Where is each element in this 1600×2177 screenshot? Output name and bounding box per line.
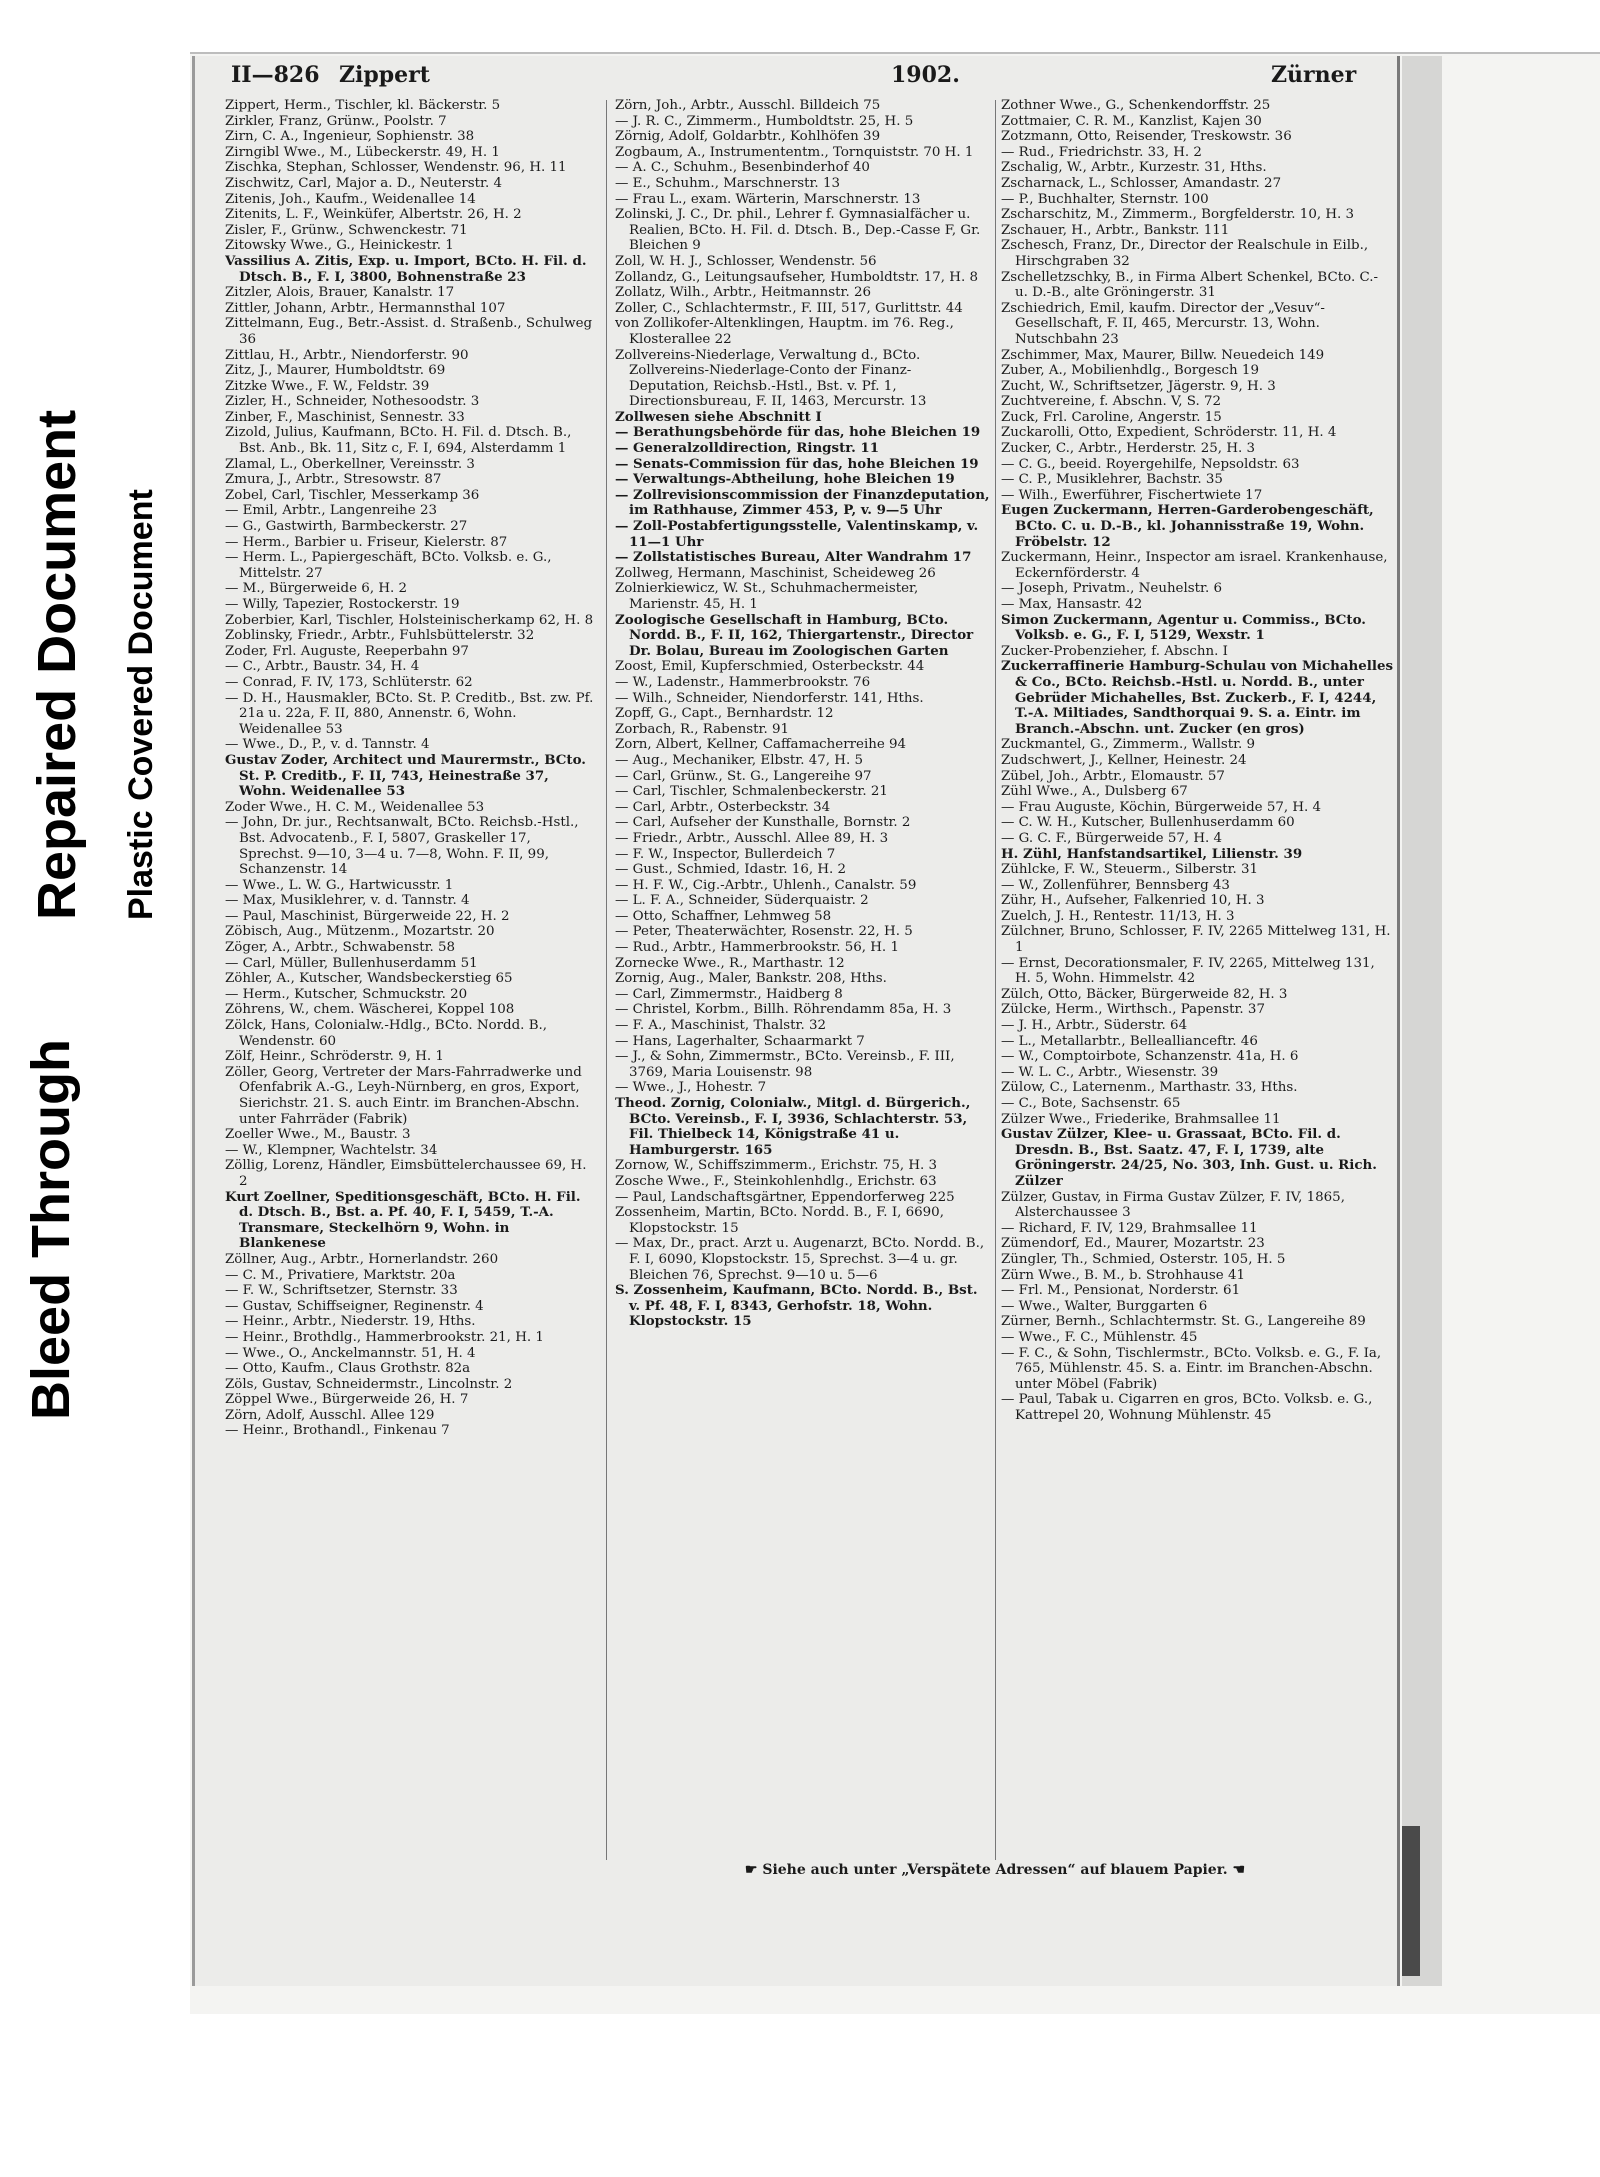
directory-entry: Zoberbier, Karl, Tischler, Holsteinischerkamp 62, H. 8 bbox=[225, 612, 594, 628]
directory-entry: — Generalzolldirection, Ringstr. 11 bbox=[615, 440, 880, 457]
directory-entry: — C. M., Privatiere, Marktstr. 20a bbox=[225, 1267, 456, 1283]
directory-entry: Zörn, Adolf, Ausschl. Allee 129 bbox=[225, 1407, 435, 1423]
directory-entry: — Zollstatistisches Bureau, Alter Wandrahm 17 bbox=[615, 549, 972, 566]
directory-entry: Zitz, J., Maurer, Humboldtstr. 69 bbox=[225, 363, 446, 379]
directory-entry: — Richard, F. IV, 129, Brahmsallee 11 bbox=[1001, 1220, 1258, 1236]
directory-entry: Zörnig, Adolf, Goldarbtr., Kohlhöfen 39 bbox=[615, 129, 881, 145]
directory-entry: — F. A., Maschinist, Thalstr. 32 bbox=[615, 1018, 827, 1034]
directory-entry: Zollandz, G., Leitungsaufseher, Humboldtstr. 17, H. 8 bbox=[615, 269, 979, 285]
directory-entry: — L. F. A., Schneider, Süderquaistr. 2 bbox=[615, 893, 869, 909]
directory-entry: — Gustav, Schiffseigner, Reginenstr. 4 bbox=[225, 1298, 484, 1314]
directory-entry: Zottmaier, C. R. M., Kanzlist, Kajen 30 bbox=[1001, 113, 1262, 129]
directory-entry: Zuck, Frl. Caroline, Angerstr. 15 bbox=[1001, 409, 1222, 425]
directory-entry: — Carl, Müller, Bullenhuserdamm 51 bbox=[225, 955, 478, 971]
header-year: 1902. bbox=[891, 62, 960, 88]
directory-entry: Simon Zuckermann, Agentur u. Commiss., BCto. Volksb. e. G., F. I, 5129, Wexstr. 1 bbox=[1001, 611, 1366, 644]
directory-entry: Zuckmantel, G., Zimmerm., Wallstr. 9 bbox=[1001, 737, 1256, 753]
directory-entry: — Frau L., exam. Wärterin, Marschnerstr. 13 bbox=[615, 191, 921, 207]
directory-entry: Zlamal, L., Oberkellner, Vereinsstr. 3 bbox=[225, 456, 475, 472]
side-label-panel bbox=[0, 0, 190, 2177]
directory-entry: — Ernst, Decorationsmaler, F. IV, 2265, Mittelweg 131, H. 5, Wohn. Himmelstr. 42 bbox=[1001, 955, 1375, 987]
directory-entry: Zoblinsky, Friedr., Arbtr., Fuhlsbüttelerstr. 32 bbox=[225, 628, 535, 644]
directory-entry: Zollatz, Wilh., Arbtr., Heitmannstr. 26 bbox=[615, 285, 872, 301]
directory-entry: — Herm., Kutscher, Schmuckstr. 20 bbox=[225, 986, 468, 1002]
directory-entry: Zöller, Georg, Vertreter der Mars-Fahrradwerke und Ofenfabrik A.-G., Leyh-Nürnberg, en gros, Export, Sierichstr. 21. S. auch Eintr. im Branchen-Abschn. unter Fahrräder (Fabrik) bbox=[225, 1064, 582, 1127]
directory-entry: — C. P., Musiklehrer, Bachstr. 35 bbox=[1001, 472, 1223, 488]
label-bleed-through: Bleed Through bbox=[21, 1039, 81, 1420]
directory-entry: Zuelch, J. H., Rentestr. 11/13, H. 3 bbox=[1001, 908, 1235, 924]
directory-entry: — Wwe., D., P., v. d. Tannstr. 4 bbox=[225, 737, 430, 753]
directory-entry: Zudschwert, J., Kellner, Heinestr. 24 bbox=[1001, 752, 1247, 768]
directory-entry: — Heinr., Brothandl., Finkenau 7 bbox=[225, 1423, 450, 1439]
directory-entry: Zschauer, H., Arbtr., Bankstr. 111 bbox=[1001, 222, 1230, 238]
directory-entry: Zittelmann, Eug., Betr.-Assist. d. Straßenb., Schulweg 36 bbox=[225, 316, 593, 347]
directory-entry: Kurt Zoellner, Speditionsgeschäft, BCto. H. Fil. d. Dtsch. B., Bst. a. Pf. 40, F. I, 5459, T.-A. Transmare, Steckelhörn 9, Wohn. in Blankenese bbox=[225, 1188, 581, 1252]
directory-entry: Zopff, G., Capt., Bernhardstr. 12 bbox=[615, 706, 834, 722]
directory-entry: — W., Klempner, Wachtelstr. 34 bbox=[225, 1142, 438, 1158]
directory-entry: Zolinski, J. C., Dr. phil., Lehrer f. Gymnasialfächer u. Realien, BCto. H. Fil. d. Dtsch. B., Dep.-Casse F, Gr. Bleichen 9 bbox=[615, 207, 981, 254]
directory-entry: Zischwitz, Carl, Major a. D., Neuterstr. 4 bbox=[225, 175, 502, 191]
directory-entry: — J. R. C., Zimmerm., Humboldtstr. 25, H. 5 bbox=[615, 113, 914, 129]
directory-entry: — Willy, Tapezier, Rostockerstr. 19 bbox=[225, 597, 460, 612]
directory-entry: Gustav Zoder, Architect und Maurermstr., BCto. St. P. Creditb., F. II, 743, Heinestraße 37, Wohn. Weidenallee 53 bbox=[225, 751, 586, 800]
directory-entry: Zittlau, H., Arbtr., Niendorferstr. 90 bbox=[225, 347, 469, 363]
directory-entry: Zoller, C., Schlachtermstr., F. III, 517, Gurlittstr. 44 bbox=[615, 300, 963, 316]
directory-entry: Zülzer, Gustav, in Firma Gustav Zülzer, F. IV, 1865, Alsterchaussee 3 bbox=[1001, 1189, 1345, 1221]
directory-entry: Zülzer Wwe., Friederike, Brahmsallee 11 bbox=[1001, 1111, 1281, 1127]
directory-entry: Eugen Zuckermann, Herren-Garderobengeschäft, BCto. C. u. D.-B., kl. Johannisstraße 19, Wohn. Fröbelstr. 12 bbox=[1001, 502, 1374, 550]
directory-entry: — John, Dr. jur., Rechtsanwalt, BCto. Reichsb.-Hstl., Bst. Advocatenb., F. I, 5807, Graskeller 17, Sprechst. 9—10, 3—4 u. 7—8, Wohn. F. II, 99, Schanzenstr. 14 bbox=[225, 815, 579, 878]
directory-entry: Zürner, Bernh., Schlachtermstr. St. G., Langereihe 89 bbox=[1001, 1314, 1366, 1330]
directory-entry: Zischka, Stephan, Schlosser, Wendenstr. 96, H. 11 bbox=[225, 160, 567, 176]
directory-entry: Zschesch, Franz, Dr., Director der Realschule in Eilb., Hirschgraben 32 bbox=[1001, 238, 1369, 269]
directory-entry: — Senats-Commission für das, hohe Bleichen 19 bbox=[615, 455, 979, 472]
directory-entry: — Verwaltungs-Abtheilung, hohe Bleichen 19 bbox=[615, 471, 955, 488]
directory-entry: — Wilh., Ewerführer, Fischertwiete 17 bbox=[1001, 487, 1263, 503]
directory-entry: Zühlcke, F. W., Steuerm., Silberstr. 31 bbox=[1001, 862, 1259, 878]
column-1 bbox=[225, 98, 597, 1898]
directory-entry: Zöllner, Aug., Arbtr., Hornerlandstr. 260 bbox=[225, 1251, 499, 1267]
directory-entry: — Max, Musiklehrer, v. d. Tannstr. 4 bbox=[225, 893, 470, 909]
directory-entry: — C., Bote, Sachsenstr. 65 bbox=[1001, 1096, 1181, 1111]
directory-entry: — Heinr., Arbtr., Niederstr. 19, Hths. bbox=[225, 1314, 476, 1330]
directory-entry: — Wwe., Walter, Burggarten 6 bbox=[1001, 1298, 1208, 1314]
directory-entry: Zuckarolli, Otto, Expedient, Schröderstr. 11, H. 4 bbox=[1001, 425, 1337, 441]
directory-entry: — G. C. F., Bürgerweide 57, H. 4 bbox=[1001, 830, 1223, 846]
directory-entry: Zöhler, A., Kutscher, Wandsbeckerstieg 65 bbox=[225, 971, 513, 987]
directory-entry: — Hans, Lagerhalter, Schaarmarkt 7 bbox=[615, 1033, 865, 1049]
directory-entry: — Peter, Theaterwächter, Rosenstr. 22, H. 5 bbox=[615, 924, 913, 940]
directory-entry: — Emil, Arbtr., Langenreihe 23 bbox=[225, 503, 437, 519]
directory-entry: Zoder, Frl. Auguste, Reeperbahn 97 bbox=[225, 643, 469, 659]
directory-entry: Zogbaum, A., Instrumententm., Tornquiststr. 70 H. 1 bbox=[615, 144, 974, 160]
page-edge-shadow bbox=[1402, 1826, 1420, 1976]
directory-entry: Zittler, Johann, Arbtr., Hermannsthal 107 bbox=[225, 300, 506, 316]
directory-entry: — Otto, Schaffner, Lehmweg 58 bbox=[615, 908, 832, 924]
directory-entry: Zollvereins-Niederlage, Verwaltung d., BCto. Zollvereins-Niederlage-Conto der Finanz-Deputation, Reichsb.-Hstl., Bst. v. Pf. 1, Directionsbureau, F. II, 1463, Mercurstr. 13 bbox=[615, 347, 927, 410]
directory-entry: — Max, Hansastr. 42 bbox=[1001, 597, 1143, 612]
directory-entry: — Joseph, Privatm., Neuhelstr. 6 bbox=[1001, 581, 1222, 597]
directory-entry: — Friedr., Arbtr., Ausschl. Allee 89, H. 3 bbox=[615, 830, 889, 846]
column-3 bbox=[1001, 98, 1393, 1898]
directory-entry: — Wilh., Schneider, Niendorferstr. 141, Hths. bbox=[615, 690, 924, 706]
directory-entry: Zoder Wwe., H. C. M., Weidenallee 53 bbox=[225, 799, 485, 815]
directory-entry: — Aug., Mechaniker, Elbstr. 47, H. 5 bbox=[615, 752, 863, 768]
directory-entry: — H. F. W., Cig.-Arbtr., Uhlenh., Canalstr. 59 bbox=[615, 877, 917, 893]
directory-entry: Zizold, Julius, Kaufmann, BCto. H. Fil. d. Dtsch. B., Bst. Anb., Bk. 11, Sitz c, F. I, 694, Alsterdamm 1 bbox=[225, 425, 572, 457]
directory-entry: — F. C., & Sohn, Tischlermstr., BCto. Volksb. e. G., F. Ia, 765, Mühlenstr. 45. S. a. Eintr. im Branchen-Abschn. unter Möbel (Fabrik) bbox=[1001, 1345, 1382, 1392]
column-divider bbox=[995, 100, 996, 1860]
directory-entry: Zobel, Carl, Tischler, Messerkamp 36 bbox=[225, 487, 480, 503]
header-last-entry: Zürner bbox=[1271, 62, 1357, 88]
directory-entry: — Frl. M., Pensionat, Norderstr. 61 bbox=[1001, 1283, 1241, 1299]
directory-entry: — Zoll-Postabfertigungsstelle, Valentinskamp, v. 11—1 Uhr bbox=[615, 518, 979, 550]
directory-entry: — Otto, Kaufm., Claus Grothstr. 82a bbox=[225, 1361, 471, 1377]
directory-entry: — P., Buchhalter, Sternstr. 100 bbox=[1001, 191, 1209, 207]
directory-entry: Zöbisch, Aug., Mützenm., Mozartstr. 20 bbox=[225, 924, 495, 940]
directory-entry: Zossenheim, Martin, BCto. Nordd. B., F. I, 6690, Klopstockstr. 15 bbox=[615, 1205, 944, 1236]
directory-entry: Zülcke, Herm., Wirthsch., Papenstr. 37 bbox=[1001, 1002, 1265, 1018]
directory-entry: — Wwe., L. W. G., Hartwicusstr. 1 bbox=[225, 877, 454, 893]
directory-entry: Zucker, C., Arbtr., Herderstr. 25, H. 3 bbox=[1001, 441, 1256, 457]
directory-entry: — D. H., Hausmakler, BCto. St. P. Creditb., Bst. zw. Pf. 21a u. 22a, F. II, 880, Annenstr. 6, Wohn. Weidenallee 53 bbox=[225, 690, 594, 737]
directory-entry: Zollweg, Hermann, Maschinist, Scheideweg 26 bbox=[615, 565, 936, 581]
directory-entry: — F. W., Schriftsetzer, Sternstr. 33 bbox=[225, 1283, 458, 1299]
directory-entry: Zotzmann, Otto, Reisender, Treskowstr. 36 bbox=[1001, 129, 1292, 145]
directory-entry: Zölck, Hans, Colonialw.-Hdlg., BCto. Nordd. B., Wendenstr. 60 bbox=[225, 1018, 548, 1049]
directory-entry: — M., Bürgerweide 6, H. 2 bbox=[225, 581, 408, 597]
directory-entry: — Wwe., F. C., Mühlenstr. 45 bbox=[1001, 1329, 1198, 1345]
directory-entry: Zöppel Wwe., Bürgerweide 26, H. 7 bbox=[225, 1392, 469, 1408]
directory-entry: Zörn, Joh., Arbtr., Ausschl. Billdeich 75 bbox=[615, 98, 881, 113]
directory-entry: Zitowsky Wwe., G., Heinickestr. 1 bbox=[225, 238, 454, 254]
directory-entry: — W., Comptoirbote, Schanzenstr. 41a, H. 6 bbox=[1001, 1049, 1299, 1065]
page-edge-strip bbox=[1402, 56, 1442, 1986]
directory-entry: Zirkler, Franz, Grünw., Poolstr. 7 bbox=[225, 113, 447, 129]
directory-entry: — C. W. H., Kutscher, Bullenhuserdamm 60 bbox=[1001, 815, 1295, 831]
directory-entry: H. Zühl, Hanfstandsartikel, Lilienstr. 39 bbox=[1001, 845, 1303, 862]
directory-entry: Zippert, Herm., Tischler, kl. Bäckerstr. 5 bbox=[225, 98, 501, 113]
directory-entry: — E., Schuhm., Marschnerstr. 13 bbox=[615, 175, 840, 191]
page-number: II—826 bbox=[231, 62, 320, 88]
directory-entry: Zscharschitz, M., Zimmerm., Borgfelderstr. 10, H. 3 bbox=[1001, 207, 1355, 223]
directory-entry: Zollwesen siehe Abschnitt I bbox=[615, 408, 822, 425]
directory-entry: — W., Ladenstr., Hammerbrookstr. 76 bbox=[615, 674, 871, 690]
directory-entry: Zornig, Aug., Maler, Bankstr. 208, Hths. bbox=[615, 971, 887, 987]
directory-entry: — J., & Sohn, Zimmermstr., BCto. Vereinsb., F. III, 3769, Maria Louisenstr. 98 bbox=[615, 1049, 955, 1080]
directory-entry: Zoost, Emil, Kupferschmied, Osterbeckstr. 44 bbox=[615, 659, 925, 675]
footer-note: ☛ Siehe auch unter „Verspätete Adressen“ auf blauem Papier. ☚ bbox=[744, 1862, 1246, 1878]
directory-entry: Zühl Wwe., A., Dulsberg 67 bbox=[1001, 784, 1188, 800]
label-plastic-covered: Plastic Covered Document bbox=[122, 489, 160, 920]
column-2 bbox=[615, 98, 991, 1898]
directory-entry: — Herm. L., Papiergeschäft, BCto. Volksb. e. G., Mittelstr. 27 bbox=[225, 550, 552, 581]
directory-entry: Zorn, Albert, Kellner, Caffamacherreihe 94 bbox=[615, 737, 907, 753]
directory-entry: von Zollikofer-Altenklingen, Hauptm. im 76. Reg., Klosterallee 22 bbox=[615, 316, 954, 347]
directory-entry: — Berathungsbehörde für das, hohe Bleichen 19 bbox=[615, 424, 981, 441]
directory-entry: — Carl, Tischler, Schmalenbeckerstr. 21 bbox=[615, 784, 888, 800]
directory-entry: Zühr, H., Aufseher, Falkenried 10, H. 3 bbox=[1001, 893, 1265, 909]
directory-entry: Zschimmer, Max, Maurer, Billw. Neuedeich 149 bbox=[1001, 347, 1325, 363]
directory-entry: — A. C., Schuhm., Besenbinderhof 40 bbox=[615, 160, 870, 176]
directory-entry: Zülow, C., Laternenm., Marthastr. 33, Hths. bbox=[1001, 1080, 1298, 1096]
directory-entry: — Heinr., Brothdlg., Hammerbrookstr. 21, H. 1 bbox=[225, 1329, 544, 1345]
directory-entry: Zmura, J., Arbtr., Stresowstr. 87 bbox=[225, 472, 442, 488]
directory-entry: Zoologische Gesellschaft in Hamburg, BCto. Nordd. B., F. II, 162, Thiergartenstr., Director Dr. Bolau, Bureau im Zoologischen Garten bbox=[615, 611, 974, 659]
directory-entry: Zucht, W., Schriftsetzer, Jägerstr. 9, H. 3 bbox=[1001, 378, 1276, 394]
directory-entry: — C. G., beeid. Royergehilfe, Nepsoldstr. 63 bbox=[1001, 456, 1300, 472]
directory-entry: Zothner Wwe., G., Schenkendorffstr. 25 bbox=[1001, 98, 1271, 113]
directory-entry: Zümendorf, Ed., Maurer, Mozartstr. 23 bbox=[1001, 1236, 1265, 1252]
directory-entry: Zitzler, Alois, Brauer, Kanalstr. 17 bbox=[225, 285, 455, 301]
directory-entry: — Carl, Zimmermstr., Haidberg 8 bbox=[615, 986, 843, 1002]
directory-entry: Zizler, H., Schneider, Nothesoodstr. 3 bbox=[225, 394, 480, 410]
directory-entry: Zscharnack, L., Schlosser, Amandastr. 27 bbox=[1001, 175, 1282, 191]
directory-entry: — Carl, Aufseher der Kunsthalle, Bornstr. 2 bbox=[615, 815, 911, 831]
directory-entry: Zoeller Wwe., M., Baustr. 3 bbox=[225, 1127, 411, 1143]
directory-entry: — Paul, Tabak u. Cigarren en gros, BCto. Volksb. e. G., Kattrepel 20, Wohnung Mühlenstr. 45 bbox=[1001, 1392, 1373, 1423]
directory-entry: Vassilius A. Zitis, Exp. u. Import, BCto. H. Fil. d. Dtsch. B., F. I, 3800, Bohnenstraße 23 bbox=[225, 252, 587, 285]
directory-entry: — Wwe., J., Hohestr. 7 bbox=[615, 1080, 767, 1096]
directory-entry: — Carl, Grünw., St. G., Langereihe 97 bbox=[615, 768, 872, 784]
column-divider bbox=[606, 100, 607, 1860]
directory-entry: — Paul, Maschinist, Bürgerweide 22, H. 2 bbox=[225, 908, 510, 924]
directory-entry: Züngler, Th., Schmied, Osterstr. 105, H. 5 bbox=[1001, 1251, 1286, 1267]
directory-entry: Gustav Zülzer, Klee- u. Grassaat, BCto. Fil. d. Dresdn. B., Bst. Saatz. 47, F. I, 1739, alte Gröningerstr. 24/25, No. 303, Inh. Gust. u. Rich. Zülzer bbox=[1001, 1126, 1377, 1189]
directory-entry: — Christel, Korbm., Billh. Röhrendamm 85a, H. 3 bbox=[615, 1002, 952, 1018]
directory-entry: — G., Gastwirth, Barmbeckerstr. 27 bbox=[225, 519, 468, 535]
directory-entry: — Gust., Schmied, Idastr. 16, H. 2 bbox=[615, 862, 847, 878]
directory-entry: Zuckermann, Heinr., Inspector am israel. Krankenhause, Eckernförderstr. 4 bbox=[1001, 550, 1388, 581]
directory-entry: — W., Zollenführer, Bennsberg 43 bbox=[1001, 877, 1230, 893]
directory-entry: Zuber, A., Mobilienhdlg., Borgesch 19 bbox=[1001, 363, 1259, 379]
directory-entry: Zoll, W. H. J., Schlosser, Wendenstr. 56 bbox=[615, 253, 877, 269]
directory-entry: Zölf, Heinr., Schröderstr. 9, H. 1 bbox=[225, 1049, 444, 1065]
directory-entry: Zschelletzschky, B., in Firma Albert Schenkel, BCto. C.- u. D.-B., alte Gröningerstr. 31 bbox=[1001, 269, 1379, 301]
directory-entry: Zirn, C. A., Ingenieur, Sophienstr. 38 bbox=[225, 129, 475, 145]
directory-entry: — Wwe., O., Anckelmannstr. 51, H. 4 bbox=[225, 1345, 476, 1361]
directory-page bbox=[192, 56, 1400, 1986]
directory-entry: Zürn Wwe., B. M., b. Strohhause 41 bbox=[1001, 1267, 1246, 1283]
directory-entry: Zschiedrich, Emil, kaufm. Director der „Vesuv“-Gesellschaft, F. II, 465, Mercurstr. 13, Wohn. Nutschbahn 23 bbox=[1001, 300, 1325, 347]
directory-entry: Theod. Zornig, Colonialw., Mitgl. d. Bürgerich., BCto. Vereinsb., F. I, 3936, Schlachterstr. 53, Fil. Thielbeck 14, Königstraße 41 u. Hamburgerstr. 165 bbox=[615, 1095, 971, 1158]
directory-entry: — C., Arbtr., Baustr. 34, H. 4 bbox=[225, 659, 420, 675]
directory-entry: Zöhrens, W., chem. Wäscherei, Koppel 108 bbox=[225, 1002, 515, 1018]
directory-entry: — Zollrevisionscommission der Finanzdeputation, im Rathhause, Zimmer 453, P, v. 9—5 Uhr bbox=[615, 486, 990, 519]
directory-entry: Zöls, Gustav, Schneidermstr., Lincolnstr. 2 bbox=[225, 1376, 513, 1392]
directory-entry: — L., Metallarbtr., Belleallianceftr. 46 bbox=[1001, 1033, 1258, 1049]
directory-entry: — J. H., Arbtr., Süderstr. 64 bbox=[1001, 1018, 1188, 1034]
directory-entry: Zöllig, Lorenz, Händler, Eimsbüttelerchaussee 69, H. 2 bbox=[225, 1158, 587, 1189]
directory-entry: Zuckerraffinerie Hamburg-Schulau von Michahelles & Co., BCto. Reichsb.-Hstl. u. Nordd. B., unter Gebrüder Michahelles, Bst. Zuckerb., F. I, 4244, T.-A. Miltiades, Sandthorquai 9. S. a. Eintr. im Branch.-Abschn. unt. Zucker (en gros) bbox=[1001, 658, 1393, 737]
directory-entry: Zübel, Joh., Arbtr., Elomaustr. 57 bbox=[1001, 768, 1225, 784]
directory-entry: Zosche Wwe., F., Steinkohlenhdlg., Erichstr. 63 bbox=[615, 1173, 937, 1189]
label-repaired-document: Repaired Document bbox=[27, 409, 87, 920]
directory-entry: Zucker-Probenzieher, f. Abschn. I bbox=[1001, 643, 1228, 659]
directory-entry: Zornecke Wwe., R., Marthastr. 12 bbox=[615, 955, 845, 971]
directory-entry: — Carl, Arbtr., Osterbeckstr. 34 bbox=[615, 799, 831, 815]
directory-entry: — Paul, Landschaftsgärtner, Eppendorferweg 225 bbox=[615, 1189, 955, 1205]
directory-entry: Zuchtvereine, f. Abschn. V, S. 72 bbox=[1001, 394, 1222, 410]
directory-entry: Zisler, F., Grünw., Schwenckestr. 71 bbox=[225, 222, 468, 238]
directory-entry: Zitzke Wwe., F. W., Feldstr. 39 bbox=[225, 378, 430, 394]
directory-entry: Zolnierkiewicz, W. St., Schuhmachermeister, Marienstr. 45, H. 1 bbox=[615, 581, 919, 612]
directory-entry: Zitenits, L. F., Weinküfer, Albertstr. 26, H. 2 bbox=[225, 207, 522, 223]
directory-entry: Zirngibl Wwe., M., Lübeckerstr. 49, H. 1 bbox=[225, 144, 500, 160]
directory-entry: — Herm., Barbier u. Friseur, Kielerstr. 87 bbox=[225, 534, 508, 550]
directory-entry: — Rud., Friedrichstr. 33, H. 2 bbox=[1001, 144, 1202, 160]
directory-entry: Zornow, W., Schiffszimmerm., Erichstr. 75, H. 3 bbox=[615, 1158, 938, 1174]
directory-entry: Zitenis, Joh., Kaufm., Weidenallee 14 bbox=[225, 191, 476, 207]
directory-entry: Zülchner, Bruno, Schlosser, F. IV, 2265 Mittelweg 131, H. 1 bbox=[1001, 924, 1391, 956]
directory-entry: — Rud., Arbtr., Hammerbrookstr. 56, H. 1 bbox=[615, 940, 899, 956]
directory-entry: Zschalig, W., Arbtr., Kurzestr. 31, Hths. bbox=[1001, 160, 1267, 176]
directory-entry: Zorbach, R., Rabenstr. 91 bbox=[615, 721, 790, 737]
directory-entry: — Max, Dr., pract. Arzt u. Augenarzt, BCto. Nordd. B., F. I, 6090, Klopstockstr. 15, Sprechst. 3—4 u. gr. Bleichen 76, Sprechst. 9—10 u. 5—6 bbox=[615, 1236, 985, 1283]
directory-entry: Zinber, F., Maschinist, Sennestr. 33 bbox=[225, 409, 465, 425]
header-first-entry: Zippert bbox=[339, 62, 430, 88]
page-header bbox=[231, 62, 1391, 96]
directory-entry: S. Zossenheim, Kaufmann, BCto. Nordd. B., Bst. v. Pf. 48, F. I, 8343, Gerhofstr. 18, Wohn. Klopstockstr. 15 bbox=[615, 1282, 978, 1330]
directory-entry: — Frau Auguste, Köchin, Bürgerweide 57, H. 4 bbox=[1001, 799, 1322, 815]
directory-entry: — F. W., Inspector, Bullerdeich 7 bbox=[615, 846, 836, 862]
directory-entry: Zülch, Otto, Bäcker, Bürgerweide 82, H. 3 bbox=[1001, 986, 1288, 1002]
directory-entry: — W. L. C., Arbtr., Wiesenstr. 39 bbox=[1001, 1064, 1219, 1080]
directory-entry: Zöger, A., Arbtr., Schwabenstr. 58 bbox=[225, 940, 456, 956]
directory-entry: — Conrad, F. IV, 173, Schlüterstr. 62 bbox=[225, 674, 473, 690]
